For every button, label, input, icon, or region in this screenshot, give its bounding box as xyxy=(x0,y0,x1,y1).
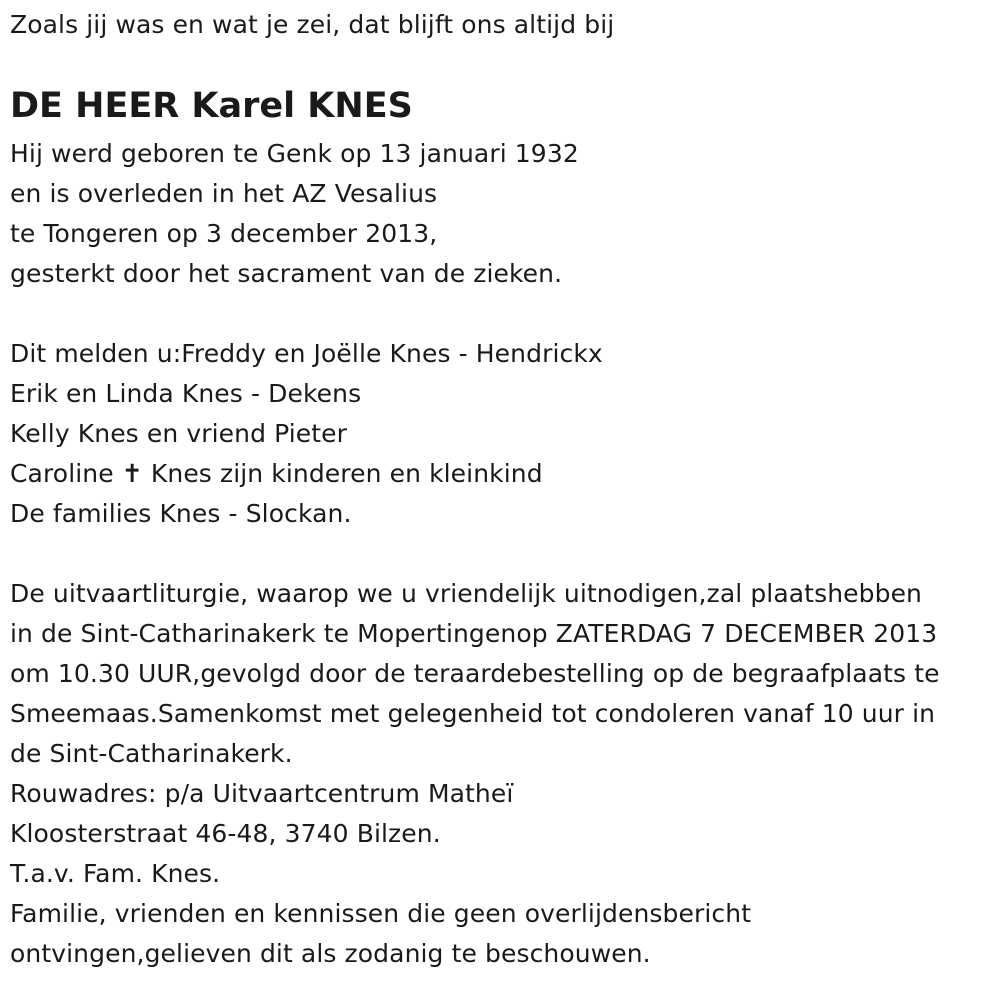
family-line: Dit melden u:Freddy en Joëlle Knes - Hendrickx xyxy=(10,339,603,368)
announcement-line: Hij werd geboren te Genk op 13 januari 1932 xyxy=(10,139,579,168)
funeral-line: T.a.v. Fam. Knes. xyxy=(10,859,221,888)
cross-icon: ✝ xyxy=(121,459,143,488)
funeral-line: Smeemaas.Samenkomst met gelegenheid tot condoleren vanaf 10 uur in xyxy=(10,699,936,728)
funeral-line: ontvingen,gelieven dit als zodanig te beschouwen. xyxy=(10,939,651,968)
funeral-line: om 10.30 UUR,gevolgd door de teraardebestelling op de begraafplaats te xyxy=(10,659,940,688)
funeral-line: De uitvaartliturgie, waarop we u vriendelijk uitnodigen,zal plaatshebben xyxy=(10,579,922,608)
motto: Zoals jij was en wat je zei, dat blijft ons altijd bij xyxy=(10,10,615,39)
announcement-line: gesterkt door het sacrament van de zieken. xyxy=(10,259,563,288)
family-line: De families Knes - Slockan. xyxy=(10,499,352,528)
announcement-line: en is overleden in het AZ Vesalius xyxy=(10,179,438,208)
family-name-text: Caroline xyxy=(10,459,122,488)
funeral-line: Kloosterstraat 46-48, 3740 Bilzen. xyxy=(10,819,441,848)
family-name-text: Knes zijn kinderen en kleinkind xyxy=(142,459,543,488)
family-line: Kelly Knes en vriend Pieter xyxy=(10,419,348,448)
family-line xyxy=(10,459,543,489)
deceased-name-title: DE HEER Karel KNES xyxy=(10,86,413,126)
funeral-line: de Sint-Catharinakerk. xyxy=(10,739,293,768)
family-line: Erik en Linda Knes - Dekens xyxy=(10,379,362,408)
announcement-line: te Tongeren op 3 december 2013, xyxy=(10,219,438,248)
funeral-line: in de Sint-Catharinakerk te Mopertingenop ZATERDAG 7 DECEMBER 2013 xyxy=(10,619,938,648)
funeral-line: Rouwadres: p/a Uitvaartcentrum Matheï xyxy=(10,779,514,808)
funeral-line: Familie, vrienden en kennissen die geen overlijdensbericht xyxy=(10,899,752,928)
